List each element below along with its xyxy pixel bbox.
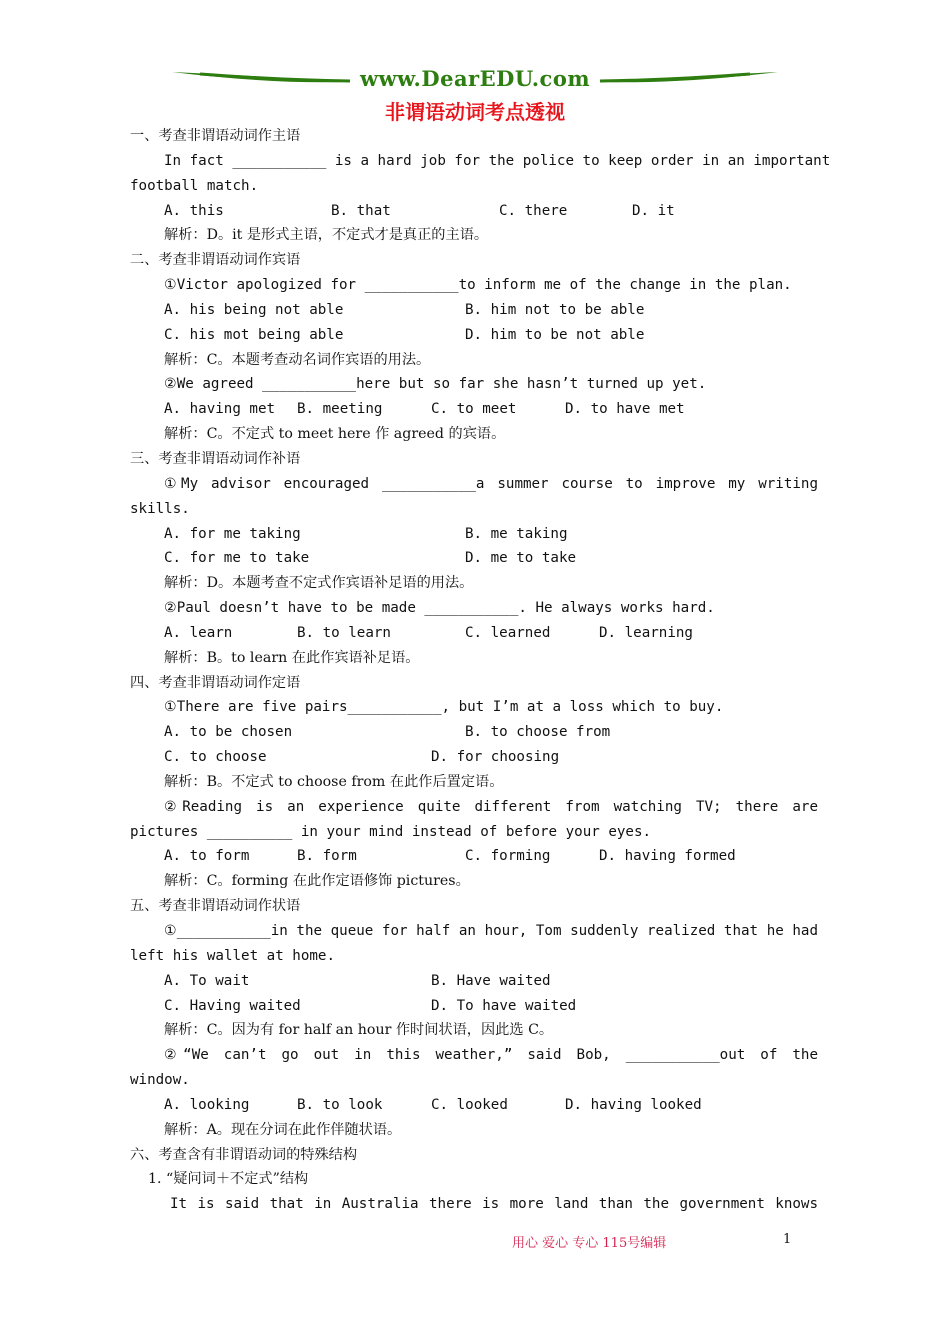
option: D. me to take [465, 550, 577, 567]
subsection-heading: 1. “疑问词＋不定式”结构 [148, 1171, 309, 1188]
option: B. that [331, 202, 391, 219]
answer-note: 解析：C。forming 在此作定语修饰 pictures。 [164, 873, 470, 890]
options-row [130, 969, 818, 994]
option: C. looked [431, 1096, 508, 1113]
option: A. having met [164, 401, 276, 418]
question-text: left his wallet at home. [130, 947, 335, 964]
option: D. having formed [599, 848, 736, 865]
question-text: window. [130, 1072, 190, 1089]
document-body [130, 124, 831, 1217]
option: D. having looked [565, 1096, 702, 1113]
option: C. his mot being able [164, 326, 344, 343]
question-text: ②“We can’t go out in this weather,” said Bob, ___________out of the [164, 1047, 818, 1064]
answer-note: 解析：A。现在分词在此作伴随状语。 [164, 1121, 402, 1138]
option: D. him to be not able [465, 326, 645, 343]
options-row [130, 745, 818, 770]
options-row [130, 1093, 818, 1118]
section-heading: 五、考查非谓语动词作状语 [130, 898, 301, 915]
options-row [130, 844, 818, 869]
answer-note: 解析：C。不定式 to meet here 作 agreed 的宾语。 [164, 426, 506, 443]
options-row [130, 298, 818, 323]
option: C. to choose [164, 749, 267, 766]
question-text: ①___________in the queue for half an hour, Tom suddenly realized that he had [164, 923, 818, 939]
question-text: ①Victor apologized for ___________to inform me of the change in the plan. [164, 277, 792, 294]
options-row [130, 546, 818, 571]
option: B. form [297, 848, 357, 865]
answer-note: 解析：C。因为有 for half an hour 作时间状语，因此选 C。 [164, 1022, 554, 1039]
option: C. to meet [431, 401, 517, 418]
answer-note: 解析：D。it 是形式主语，不定式才是真正的主语。 [164, 227, 489, 244]
options-row [130, 323, 818, 348]
option: B. meeting [297, 401, 383, 418]
option: C. for me to take [164, 550, 310, 567]
option: A. to be chosen [164, 724, 293, 741]
page-title: 非谓语动词考点透视 [385, 100, 565, 124]
section-heading: 二、考查非谓语动词作宾语 [130, 252, 301, 269]
option: D. to have met [565, 401, 685, 418]
option: A. To wait [164, 972, 250, 989]
section-heading: 一、考查非谓语动词作主语 [130, 128, 301, 144]
question-text: ②Reading is an experience quite different from watching TV; there are [164, 798, 818, 815]
answer-note: 解析：B。to learn 在此作宾语补足语。 [164, 649, 420, 666]
section-heading: 四、考查非谓语动词作定语 [130, 674, 301, 691]
section-heading: 三、考查非谓语动词作补语 [130, 450, 301, 467]
option: B. to learn [297, 624, 391, 641]
option: C. Having waited [164, 997, 301, 1014]
option: B. him not to be able [465, 301, 645, 318]
option: D. To have waited [431, 997, 577, 1014]
option: C. learned [465, 624, 551, 641]
option: D. it [632, 202, 675, 219]
option: A. for me taking [164, 525, 301, 542]
question-text: football match. [130, 177, 259, 194]
options-row [130, 720, 818, 745]
page-footer [0, 1232, 950, 1252]
option: D. for choosing [431, 749, 560, 766]
options-row [130, 994, 818, 1019]
option: D. learning [599, 624, 693, 641]
option: B. Have waited [431, 972, 551, 989]
options-row [130, 522, 818, 547]
question-text: ②Paul doesn’t have to be made ___________. He always works hard. [164, 600, 715, 617]
site-url[interactable]: www.DearEDU.com [359, 66, 591, 91]
option: A. looking [164, 1096, 250, 1113]
answer-note: 解析：B。不定式 to choose from 在此作后置定语。 [164, 773, 504, 790]
option: C. there [499, 202, 568, 219]
site-banner [170, 62, 780, 98]
question-text: ②We agreed ___________here but so far she hasn’t turned up yet. [164, 376, 707, 393]
question-text: ①There are five pairs___________, but I’m at a loss which to buy. [164, 699, 724, 716]
options-row [130, 397, 818, 422]
option: C. forming [465, 848, 551, 865]
option: B. me taking [465, 525, 568, 542]
question-text: pictures __________ in your mind instead of before your eyes. [130, 823, 652, 840]
section-heading: 六、考查含有非谓语动词的特殊结构 [130, 1146, 358, 1163]
option: A. learn [164, 624, 233, 641]
option: B. to look [297, 1096, 383, 1113]
paragraph-text: It is said that in Australia there is more land than the government knows [170, 1196, 818, 1213]
page-number: 1 [783, 1232, 792, 1247]
answer-note: 解析：C。本题考查动名词作宾语的用法。 [164, 351, 431, 368]
option: A. this [164, 202, 224, 219]
question-text: skills. [130, 500, 190, 517]
option: B. to choose from [465, 724, 611, 741]
option: A. his being not able [164, 301, 344, 318]
answer-note: 解析：D。本题考查不定式作宾语补足语的用法。 [164, 575, 474, 592]
options-row [130, 621, 818, 646]
option: A. to form [164, 848, 250, 865]
question-text: In fact ___________ is a hard job for the police to keep order in an important [164, 152, 831, 169]
options-row [130, 199, 818, 224]
footer-mark: 用心 爱心 专心 115号编辑 [512, 1236, 667, 1251]
question-text: ①My advisor encouraged ___________a summer course to improve my writing [164, 475, 818, 492]
